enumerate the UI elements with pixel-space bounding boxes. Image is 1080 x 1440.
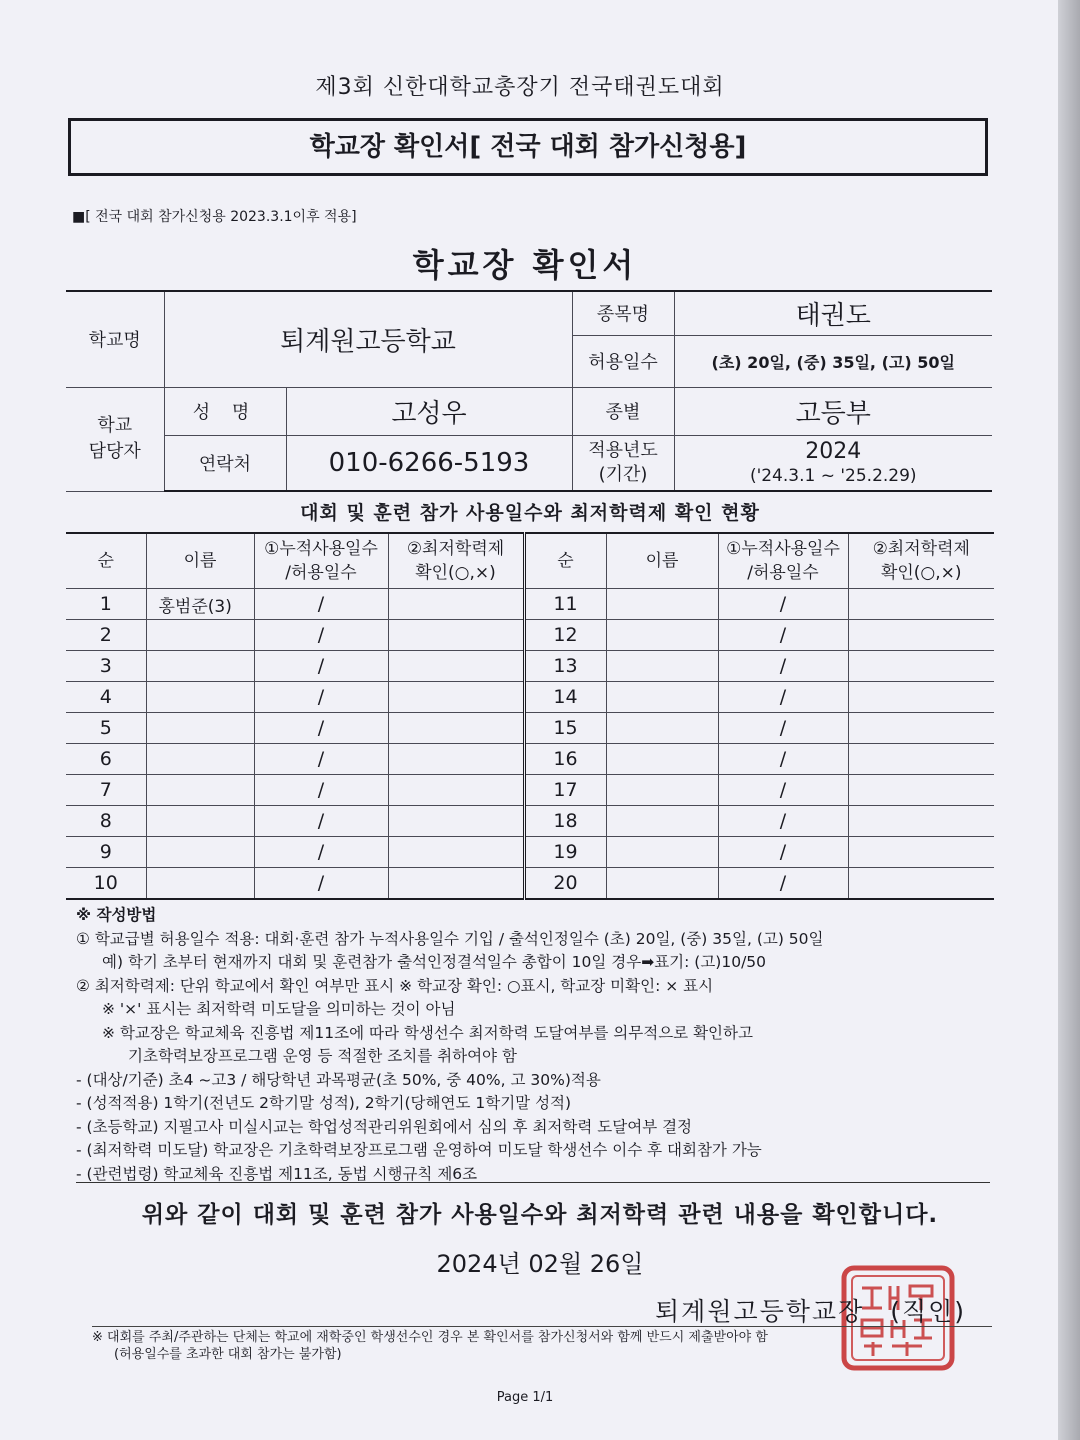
academic-check <box>848 868 994 900</box>
year-label: 적용년도 (기간) <box>572 435 674 491</box>
student-name <box>146 868 254 900</box>
days-used: / <box>254 806 388 837</box>
note-heading: ※ 작성방법 <box>76 906 157 924</box>
footnote <box>92 1326 992 1363</box>
academic-check <box>388 682 524 713</box>
row-number: 4 <box>66 682 146 713</box>
form-title: 학교장 확인서 <box>412 246 638 284</box>
days-used: / <box>718 651 848 682</box>
principal-signature <box>655 1292 966 1328</box>
days-used: / <box>254 651 388 682</box>
table-row <box>66 744 994 775</box>
note-line: ※ '×' 표시는 최저학력 미도달을 의미하는 것이 아님 <box>102 1000 456 1018</box>
event-value: 태권도 <box>674 291 992 335</box>
student-name <box>606 589 718 620</box>
preamble: ■[ 전국 대회 참가신청용 2023.3.1이후 적용] <box>72 209 357 225</box>
student-name <box>146 775 254 806</box>
academic-check <box>848 744 994 775</box>
row-number: 16 <box>524 744 606 775</box>
footnote-line: (허용일수를 초과한 대회 참가는 불가함) <box>114 1347 342 1362</box>
row-number: 11 <box>524 589 606 620</box>
academic-check <box>388 651 524 682</box>
name-value: 고성우 <box>286 387 572 435</box>
note-line: ※ 학교장은 학교체육 진흥법 제11조에 따라 학생선수 최저학력 도달여부를 의무적으로 확인하고 <box>102 1023 753 1042</box>
division-label: 종별 <box>572 387 674 435</box>
row-number: 5 <box>66 713 146 744</box>
academic-check <box>848 775 994 806</box>
row-number: 1 <box>66 589 146 620</box>
days-used: / <box>254 589 388 620</box>
roster-table <box>66 532 994 900</box>
student-name <box>606 744 718 775</box>
student-name: 홍범준(3) <box>146 589 254 620</box>
days-used: / <box>718 775 848 806</box>
name-label: 성 명 <box>164 387 286 435</box>
student-name <box>146 620 254 651</box>
col-days: ①누적사용일수 /허용일수 <box>718 533 848 589</box>
instructions <box>76 904 976 1186</box>
academic-check <box>388 806 524 837</box>
row-number: 8 <box>66 806 146 837</box>
days-used: / <box>718 744 848 775</box>
school-label: 학교명 <box>66 291 164 387</box>
row-number: 6 <box>66 744 146 775</box>
table-row <box>66 837 994 868</box>
row-number: 17 <box>524 775 606 806</box>
contact-value: 010-6266-5193 <box>286 435 572 491</box>
academic-check <box>388 620 524 651</box>
page-number: Page 1/1 <box>496 1390 554 1405</box>
page-edge <box>1058 0 1080 1440</box>
academic-check <box>848 620 994 651</box>
academic-check <box>388 713 524 744</box>
note-line: ② 최저학력제: 단위 학교에서 확인 여부만 표시 ※ 학교장 확인: ○표시, 학교장 미확인: × 표시 <box>76 976 714 995</box>
col-check: ②최저학력제 확인(○,×) <box>388 533 524 589</box>
student-name <box>146 713 254 744</box>
academic-check <box>388 589 524 620</box>
academic-check <box>388 744 524 775</box>
student-name <box>146 682 254 713</box>
student-name <box>606 682 718 713</box>
days-used: / <box>718 806 848 837</box>
student-name <box>146 744 254 775</box>
student-name <box>606 713 718 744</box>
table-row <box>66 682 994 713</box>
table-row <box>66 775 994 806</box>
table-row <box>66 651 994 682</box>
col-name: 이름 <box>606 533 718 589</box>
principal-name: 퇴계원고등학교장 <box>655 1297 865 1326</box>
divider <box>76 1182 990 1183</box>
year-value: 2024 <box>805 439 862 465</box>
student-name <box>606 806 718 837</box>
days-used: / <box>718 620 848 651</box>
student-name <box>606 868 718 900</box>
table-row <box>66 713 994 744</box>
note-line: - (관련법령) 학교체육 진흥법 제11조, 동법 시행규칙 제6조 <box>76 1164 478 1183</box>
academic-check <box>848 589 994 620</box>
col-no: 순 <box>524 533 606 589</box>
note-line: 예) 학기 초부터 현재까지 대회 및 훈련참가 출석인정결석일수 총합이 10일 경우➡표기: (고)10/50 <box>102 953 767 971</box>
days-used: / <box>718 682 848 713</box>
row-number: 18 <box>524 806 606 837</box>
days-used: / <box>254 837 388 868</box>
student-name <box>606 620 718 651</box>
academic-check <box>848 682 994 713</box>
days-used: / <box>718 837 848 868</box>
row-number: 20 <box>524 868 606 900</box>
row-number: 2 <box>66 620 146 651</box>
division-value: 고등부 <box>674 387 992 435</box>
academic-check <box>848 837 994 868</box>
col-name: 이름 <box>146 533 254 589</box>
school-value: 퇴계원고등학교 <box>164 291 572 387</box>
days-used: / <box>254 682 388 713</box>
academic-check <box>848 651 994 682</box>
note-line: - (성적적용) 1학기(전년도 2학기말 성적), 2학기(당해연도 1학기말 성적) <box>76 1094 572 1112</box>
note-line: - (최저학력 미도달) 학교장은 기초학력보장프로그램 운영하여 미도달 학생선수 이수 후 대회참가 가능 <box>76 1141 762 1159</box>
info-table <box>66 290 992 492</box>
days-used: / <box>254 620 388 651</box>
academic-check <box>388 775 524 806</box>
row-number: 13 <box>524 651 606 682</box>
status-title: 대회 및 훈련 참가 사용일수와 최저학력제 확인 현황 <box>300 502 760 524</box>
row-number: 14 <box>524 682 606 713</box>
note-line: - (초등학교) 지필고사 미실시교는 학업성적관리위원회에서 심의 후 최저학력 도달여부 결정 <box>76 1117 693 1136</box>
col-no: 순 <box>66 533 146 589</box>
days-used: / <box>718 868 848 900</box>
student-name <box>146 837 254 868</box>
academic-check <box>848 713 994 744</box>
row-number: 12 <box>524 620 606 651</box>
box-title: 학교장 확인서[ 전국 대회 참가신청용] <box>68 118 988 176</box>
year-cell <box>674 435 992 491</box>
row-number: 3 <box>66 651 146 682</box>
allowed-value: (초) 20일, (중) 35일, (고) 50일 <box>674 335 992 387</box>
year-period: ('24.3.1 ~ '25.2.29) <box>749 466 917 487</box>
table-row <box>66 806 994 837</box>
note-line: 기초학력보장프로그램 운영 등 적절한 조치를 취하여야 함 <box>128 1047 517 1065</box>
student-name <box>146 806 254 837</box>
academic-check <box>388 837 524 868</box>
student-name <box>606 651 718 682</box>
meet-title: 제3회 신한대학교총장기 전국태권도대회 <box>315 75 725 100</box>
footnote-line: ※ 대회를 주최/주관하는 단체는 학교에 재학중인 학생선수인 경우 본 확인서를 참가신청서와 함께 반드시 제출받아야 함 <box>92 1330 768 1345</box>
col-days: ①누적사용일수 /허용일수 <box>254 533 388 589</box>
table-row <box>66 589 994 620</box>
days-used: / <box>254 713 388 744</box>
student-name <box>606 837 718 868</box>
contact-label: 연락처 <box>164 435 286 491</box>
table-row <box>66 868 994 900</box>
col-check: ②최저학력제 확인(○,×) <box>848 533 994 589</box>
row-number: 10 <box>66 868 146 900</box>
table-row <box>66 620 994 651</box>
student-name <box>146 651 254 682</box>
row-number: 15 <box>524 713 606 744</box>
manager-label: 학교 담당자 <box>66 387 164 491</box>
days-used: / <box>254 868 388 900</box>
days-used: / <box>718 589 848 620</box>
issue-date: 2024년 02월 26일 <box>436 1250 644 1278</box>
academic-check <box>848 806 994 837</box>
days-used: / <box>254 775 388 806</box>
note-line: ① 학교급별 허용일수 적용: 대회·훈련 참가 누적사용일수 기입 / 출석인정일수 (초) 20일, (중) 35일, (고) 50일 <box>76 929 824 948</box>
student-name <box>606 775 718 806</box>
seal-label: (직인) <box>890 1297 966 1326</box>
allowed-label: 허용일수 <box>572 335 674 387</box>
row-number: 9 <box>66 837 146 868</box>
row-number: 7 <box>66 775 146 806</box>
days-used: / <box>718 713 848 744</box>
confirm-text: 위와 같이 대회 및 훈련 참가 사용일수와 최저학력 관련 내용을 확인합니다. <box>141 1202 939 1228</box>
days-used: / <box>254 744 388 775</box>
event-label: 종목명 <box>572 291 674 335</box>
note-line: - (대상/기준) 초4 ~고3 / 해당학년 과목평균(초 50%, 중 40%, 고 30%)적용 <box>76 1070 601 1089</box>
row-number: 19 <box>524 837 606 868</box>
academic-check <box>388 868 524 900</box>
